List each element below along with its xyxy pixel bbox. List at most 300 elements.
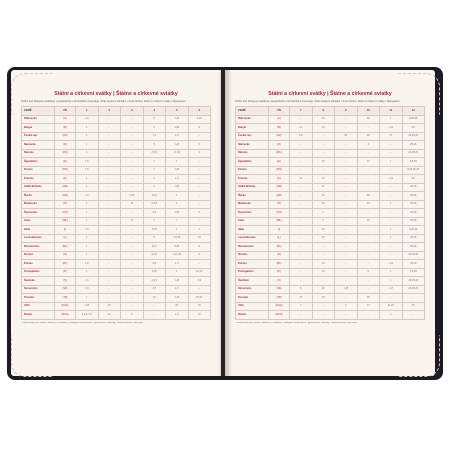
holiday-dates: – <box>380 166 403 175</box>
holiday-dates: 5 <box>143 141 166 150</box>
holiday-dates: 4 <box>290 302 313 311</box>
holiday-dates: – <box>312 277 335 286</box>
country-code: (GR) <box>269 192 290 201</box>
holiday-dates: 15 <box>312 158 335 167</box>
country-code: (B) <box>55 124 76 133</box>
country-name: Slovensko <box>236 285 269 294</box>
holiday-dates: – <box>335 243 358 252</box>
holiday-dates: 9,12 <box>143 192 166 201</box>
holiday-dates: – <box>188 132 211 141</box>
table-row <box>22 158 211 167</box>
holiday-dates: – <box>98 234 121 243</box>
holiday-dates: – <box>290 226 313 235</box>
holiday-dates: – <box>121 294 144 303</box>
holiday-dates: 1 <box>312 209 335 218</box>
country-name: Švýcarsko <box>236 209 269 218</box>
country-code: (I) <box>55 226 76 235</box>
holiday-dates: 12 <box>357 158 380 167</box>
holiday-dates: 1 <box>76 251 99 260</box>
holiday-dates: – <box>380 141 403 150</box>
holiday-dates: 9 <box>188 243 211 252</box>
country-name: Polsko <box>236 260 269 269</box>
holiday-dates: 29 <box>357 294 380 303</box>
table-row <box>22 302 211 311</box>
country-name: Francie <box>22 175 55 184</box>
table-row <box>22 115 211 124</box>
holiday-dates: 1,26 <box>166 209 189 218</box>
country-name: Dánsko <box>236 149 269 158</box>
holiday-dates: 1,11 <box>380 260 403 269</box>
holiday-dates: – <box>98 277 121 286</box>
holiday-dates: – <box>121 132 144 141</box>
holiday-dates: – <box>121 243 144 252</box>
holiday-dates: 1,8,25 <box>402 268 425 277</box>
holiday-dates: 24,25,26 <box>402 285 425 294</box>
holiday-dates: – <box>98 175 121 184</box>
holiday-dates: 1 <box>76 209 99 218</box>
holiday-dates: – <box>290 277 313 286</box>
country-code: (GR) <box>55 192 76 201</box>
holiday-dates: 1,3 <box>166 260 189 269</box>
holiday-dates: – <box>380 209 403 218</box>
holiday-dates: – <box>121 115 144 124</box>
holiday-dates: 7 <box>166 217 189 226</box>
country-name: Řecko <box>22 192 55 201</box>
country-name: Nizozemsko <box>22 243 55 252</box>
table-row <box>236 158 425 167</box>
country-code: (B) <box>269 124 290 133</box>
holiday-dates: – <box>357 234 380 243</box>
country-code: (CZ) <box>269 132 290 141</box>
holiday-dates: – <box>380 217 403 226</box>
holiday-dates: 9,20 <box>188 115 211 124</box>
country-code: (L) <box>55 234 76 243</box>
holiday-dates: – <box>121 234 144 243</box>
table-row <box>236 217 425 226</box>
holiday-dates: 20 <box>98 302 121 311</box>
country-name: Rakousko <box>22 115 55 124</box>
country-name: Finsko <box>236 166 269 175</box>
table-row <box>236 175 425 184</box>
holiday-dates: 1,6 <box>76 277 99 286</box>
country-name: Švédsko <box>236 277 269 286</box>
holiday-dates: 9 <box>188 251 211 260</box>
holiday-dates: – <box>290 311 313 320</box>
holiday-dates: 12 <box>188 311 211 320</box>
holiday-dates: – <box>335 192 358 201</box>
country-code: (N) <box>55 251 76 260</box>
holiday-dates: 2,5,6 <box>143 149 166 158</box>
country-name: Švýcarsko <box>22 209 55 218</box>
holiday-dates: 1 <box>166 200 189 209</box>
holiday-dates: 28 <box>357 132 380 141</box>
holiday-dates: 9 <box>188 209 211 218</box>
holiday-dates: – <box>312 311 335 320</box>
holiday-dates: – <box>335 158 358 167</box>
holiday-dates: – <box>335 200 358 209</box>
holiday-dates: 5,25 <box>143 226 166 235</box>
country-code: (E) <box>269 158 290 167</box>
holiday-dates: – <box>380 294 403 303</box>
holiday-dates: – <box>335 311 358 320</box>
holiday-dates: 2 <box>143 158 166 167</box>
holiday-dates: 1,6 <box>76 115 99 124</box>
holiday-dates: 1 <box>380 268 403 277</box>
country-name: USA <box>236 302 269 311</box>
table-row <box>236 149 425 158</box>
holiday-dates: 1,26 <box>166 277 189 286</box>
country-code: (DK) <box>55 149 76 158</box>
holiday-dates: 1,6 <box>76 285 99 294</box>
country-name: Francie <box>236 175 269 184</box>
holiday-dates: – <box>380 243 403 252</box>
holiday-dates: – <box>402 311 425 320</box>
holiday-dates: 3 <box>357 141 380 150</box>
country-code: (PL) <box>269 260 290 269</box>
holiday-dates: – <box>290 192 313 201</box>
holiday-dates: – <box>335 217 358 226</box>
column-header: 9 <box>335 107 358 116</box>
page-subtitle: Public and Religious Holidays | Gesetzliche und kirchliche Feiertage | Días festivos oficiales | Jours fériés | Státní a církevní svátky | Праздники <box>21 100 186 103</box>
country-name: Portugalsko <box>22 268 55 277</box>
holiday-dates: 15 <box>312 192 335 201</box>
country-code: (NL) <box>269 243 290 252</box>
holiday-dates: – <box>290 158 313 167</box>
holiday-dates: – <box>357 311 380 320</box>
holiday-dates: 7,2 <box>143 132 166 141</box>
holiday-dates: 1 <box>76 217 99 226</box>
table-row <box>22 243 211 252</box>
table-row <box>236 268 425 277</box>
country-name: Nizozemsko <box>236 243 269 252</box>
country-name: Belgie <box>236 124 269 133</box>
column-header: 5 <box>166 107 189 116</box>
holiday-dates: – <box>188 166 211 175</box>
country-name: Dánsko <box>22 149 55 158</box>
country-name: Velká Británie <box>22 183 55 192</box>
column-header: ZEMĚ <box>236 107 269 116</box>
table-row <box>22 183 211 192</box>
holiday-dates: – <box>402 294 425 303</box>
country-code: (N) <box>269 251 290 260</box>
holiday-dates: 1 <box>380 115 403 124</box>
page-footnote: * náboženský den volna v některých oblastech | Religious observance / gesetzlicher Feiertag / fiesta nacional / jour férié <box>235 322 357 324</box>
holiday-dates: – <box>312 251 335 260</box>
country-name: Rakousko <box>236 115 269 124</box>
holiday-dates: 28 <box>357 192 380 201</box>
holiday-dates: 5 <box>143 115 166 124</box>
country-name: Lucembursko <box>236 234 269 243</box>
holiday-dates: 5 <box>290 285 313 294</box>
country-code: (FIN) <box>55 166 76 175</box>
holiday-dates: – <box>357 124 380 133</box>
holiday-dates: – <box>121 209 144 218</box>
table-row <box>236 251 425 260</box>
holiday-dates: – <box>98 200 121 209</box>
holiday-dates: – <box>357 277 380 286</box>
holiday-dates: 1 <box>166 192 189 201</box>
holiday-table <box>21 106 211 320</box>
holiday-dates: 15 <box>312 260 335 269</box>
country-name: Slovensko <box>22 285 55 294</box>
country-code: (USA) <box>55 302 76 311</box>
holiday-dates: 5,6 <box>143 209 166 218</box>
holiday-dates: 17 <box>380 132 403 141</box>
country-name: Španělsko <box>236 158 269 167</box>
holiday-dates: 1,26 <box>166 141 189 150</box>
holiday-dates: 20 <box>312 200 335 209</box>
holiday-dates: 1 <box>76 132 99 141</box>
holiday-dates: 1 <box>76 234 99 243</box>
holiday-dates: 25,26 <box>402 209 425 218</box>
table-row <box>236 115 425 124</box>
table-row <box>236 243 425 252</box>
country-code: (RUS) <box>269 311 290 320</box>
holiday-dates: 1,2,6,7,8 <box>76 311 99 320</box>
holiday-dates: 29 <box>312 285 335 294</box>
country-name: Maďarsko <box>22 200 55 209</box>
country-code: (TR) <box>55 294 76 303</box>
holiday-dates: 1 <box>76 141 99 150</box>
page-footnote: * náboženský den volna v některých oblastech | Religious observance / gesetzlicher Feiertag / fiesta nacional / jour férié <box>21 322 143 324</box>
holiday-dates: 1 <box>166 268 189 277</box>
holiday-dates: 8,25,26 <box>402 115 425 124</box>
holiday-dates: – <box>357 166 380 175</box>
holiday-dates: 6,9 <box>188 277 211 286</box>
column-header: 12 <box>402 107 425 116</box>
holiday-dates: 25,26 <box>402 200 425 209</box>
holiday-dates: 25,26 <box>402 260 425 269</box>
country-code: (NL) <box>55 243 76 252</box>
country-name: Irsko <box>22 217 55 226</box>
left-page <box>11 70 221 376</box>
table-row <box>22 124 211 133</box>
table-row <box>236 294 425 303</box>
holiday-dates: 29 <box>357 217 380 226</box>
holiday-dates: – <box>335 115 358 124</box>
country-name: Portugalsko <box>236 268 269 277</box>
table-row <box>236 124 425 133</box>
country-name: USA <box>22 302 55 311</box>
holiday-dates: 25,26 <box>402 217 425 226</box>
page-title: Státní a církevní svátky | Štátne a cirkevné sviatky <box>268 91 392 97</box>
holiday-dates: 2,5,6 <box>143 200 166 209</box>
holiday-dates: 2,5 <box>143 285 166 294</box>
holiday-dates: 24,25,26 <box>402 277 425 286</box>
table-row <box>236 183 425 192</box>
holiday-dates: 1,17,26 <box>166 251 189 260</box>
table-row <box>22 132 211 141</box>
holiday-dates: 9 <box>188 141 211 150</box>
holiday-dates: 1,9,26 <box>166 234 189 243</box>
table-row <box>236 277 425 286</box>
table-header-row <box>236 107 425 116</box>
table-row <box>22 226 211 235</box>
table-row <box>22 149 211 158</box>
holiday-dates: – <box>290 141 313 150</box>
holiday-dates: – <box>335 149 358 158</box>
holiday-dates: – <box>357 226 380 235</box>
holiday-dates: 5 <box>357 268 380 277</box>
holiday-dates: – <box>290 166 313 175</box>
holiday-dates: – <box>335 277 358 286</box>
holiday-dates: 1 <box>380 234 403 243</box>
holiday-dates: – <box>98 115 121 124</box>
country-code: (A) <box>55 115 76 124</box>
right-page <box>225 70 435 376</box>
country-name: Švédsko <box>22 277 55 286</box>
holiday-dates: – <box>143 302 166 311</box>
cover-stitching <box>11 73 53 115</box>
holiday-dates: 1 <box>76 268 99 277</box>
country-code: (E) <box>55 158 76 167</box>
country-name: Finsko <box>22 166 55 175</box>
table-row <box>22 192 211 201</box>
country-name: Rusko <box>22 311 55 320</box>
holiday-dates: 15 <box>312 268 335 277</box>
holiday-dates: – <box>98 183 121 192</box>
holiday-dates: 10,13 <box>188 268 211 277</box>
holiday-dates: 2 <box>335 302 358 311</box>
holiday-dates: 2 <box>188 226 211 235</box>
holiday-dates: – <box>335 141 358 150</box>
holiday-dates: 1 <box>76 175 99 184</box>
holiday-dates: – <box>357 183 380 192</box>
table-row <box>22 217 211 226</box>
holiday-dates: 7,28 <box>166 183 189 192</box>
holiday-dates: – <box>290 209 313 218</box>
table-row <box>236 260 425 269</box>
table-row <box>22 285 211 294</box>
holiday-dates: – <box>98 192 121 201</box>
table-row <box>22 311 211 320</box>
country-code: (GB) <box>55 183 76 192</box>
holiday-dates: 15 <box>312 226 335 235</box>
country-name: Lucembursko <box>22 234 55 243</box>
holiday-dates: – <box>290 183 313 192</box>
holiday-dates: – <box>380 192 403 201</box>
table-row <box>236 226 425 235</box>
holiday-dates: 17 <box>121 217 144 226</box>
holiday-dates: 1,15 <box>335 285 358 294</box>
column-header: 1 <box>76 107 99 116</box>
holiday-dates: 1 <box>76 149 99 158</box>
holiday-dates: – <box>98 260 121 269</box>
holiday-dates: 1,8 <box>166 175 189 184</box>
holiday-dates: – <box>357 175 380 184</box>
table-row <box>22 234 211 243</box>
holiday-dates: 15 <box>312 175 335 184</box>
table-row <box>236 209 425 218</box>
table-row <box>22 268 211 277</box>
holiday-dates: 1 <box>76 243 99 252</box>
holiday-dates: – <box>98 124 121 133</box>
column-header: 2 <box>98 107 121 116</box>
table-row <box>236 234 425 243</box>
holiday-dates: – <box>380 149 403 158</box>
holiday-dates: – <box>188 158 211 167</box>
table-row <box>236 311 425 320</box>
table-row <box>22 209 211 218</box>
page-gutter <box>218 70 232 376</box>
holiday-dates: – <box>357 285 380 294</box>
holiday-dates: 5 <box>143 175 166 184</box>
country-code: (DK) <box>269 149 290 158</box>
country-code: (F) <box>269 175 290 184</box>
holiday-dates: – <box>121 302 144 311</box>
holiday-dates: – <box>121 124 144 133</box>
country-name: Itálie <box>236 226 269 235</box>
holiday-dates: 15 <box>121 200 144 209</box>
country-code: (IRL) <box>269 217 290 226</box>
holiday-dates: 25 <box>402 124 425 133</box>
country-code: (USA) <box>269 302 290 311</box>
holiday-dates: 1,26 <box>166 124 189 133</box>
country-code: (SK) <box>269 285 290 294</box>
table-row <box>22 175 211 184</box>
holiday-dates: – <box>335 209 358 218</box>
holiday-dates: – <box>121 141 144 150</box>
country-name: Turecko <box>22 294 55 303</box>
column-header: 10 <box>357 107 380 116</box>
country-code: (P) <box>55 268 76 277</box>
country-code: (CH) <box>55 209 76 218</box>
holiday-dates: – <box>121 251 144 260</box>
holiday-dates: 2,5,6 <box>143 277 166 286</box>
holiday-dates: – <box>312 243 335 252</box>
holiday-dates: 15 <box>290 294 313 303</box>
holiday-dates: 28 <box>335 132 358 141</box>
holiday-dates: 1,11 <box>380 175 403 184</box>
holiday-dates: 1 <box>166 158 189 167</box>
country-code: (FIN) <box>269 166 290 175</box>
holiday-dates: 1,6 <box>76 226 99 235</box>
holiday-dates: – <box>335 268 358 277</box>
holiday-dates: – <box>335 251 358 260</box>
holiday-dates: – <box>98 294 121 303</box>
holiday-dates: 1 <box>76 200 99 209</box>
holiday-dates: 11,23 <box>380 302 403 311</box>
holiday-dates: – <box>98 243 121 252</box>
holiday-dates: 1 <box>380 277 403 286</box>
holiday-dates: 23 <box>143 294 166 303</box>
holiday-dates: 24,25,26 <box>402 251 425 260</box>
column-header: 4 <box>143 107 166 116</box>
holiday-dates: – <box>188 285 211 294</box>
holiday-dates: – <box>357 149 380 158</box>
holiday-dates: 1 <box>76 294 99 303</box>
holiday-dates: 1 <box>380 200 403 209</box>
holiday-dates: 5 <box>143 124 166 133</box>
country-code: (S) <box>55 277 76 286</box>
holiday-dates: – <box>98 209 121 218</box>
holiday-dates: – <box>121 175 144 184</box>
holiday-dates: 6 <box>312 217 335 226</box>
column-header: 3 <box>121 107 144 116</box>
table-row <box>236 302 425 311</box>
table-row <box>236 166 425 175</box>
table-row <box>22 260 211 269</box>
country-name: Belgie <box>22 124 55 133</box>
holiday-dates: – <box>188 183 211 192</box>
holiday-dates: – <box>98 166 121 175</box>
holiday-dates: 1 <box>76 124 99 133</box>
holiday-dates: – <box>290 268 313 277</box>
holiday-dates: 1,9 <box>166 311 189 320</box>
holiday-dates: – <box>98 158 121 167</box>
holiday-dates: – <box>98 141 121 150</box>
holiday-dates: 29 <box>166 302 189 311</box>
